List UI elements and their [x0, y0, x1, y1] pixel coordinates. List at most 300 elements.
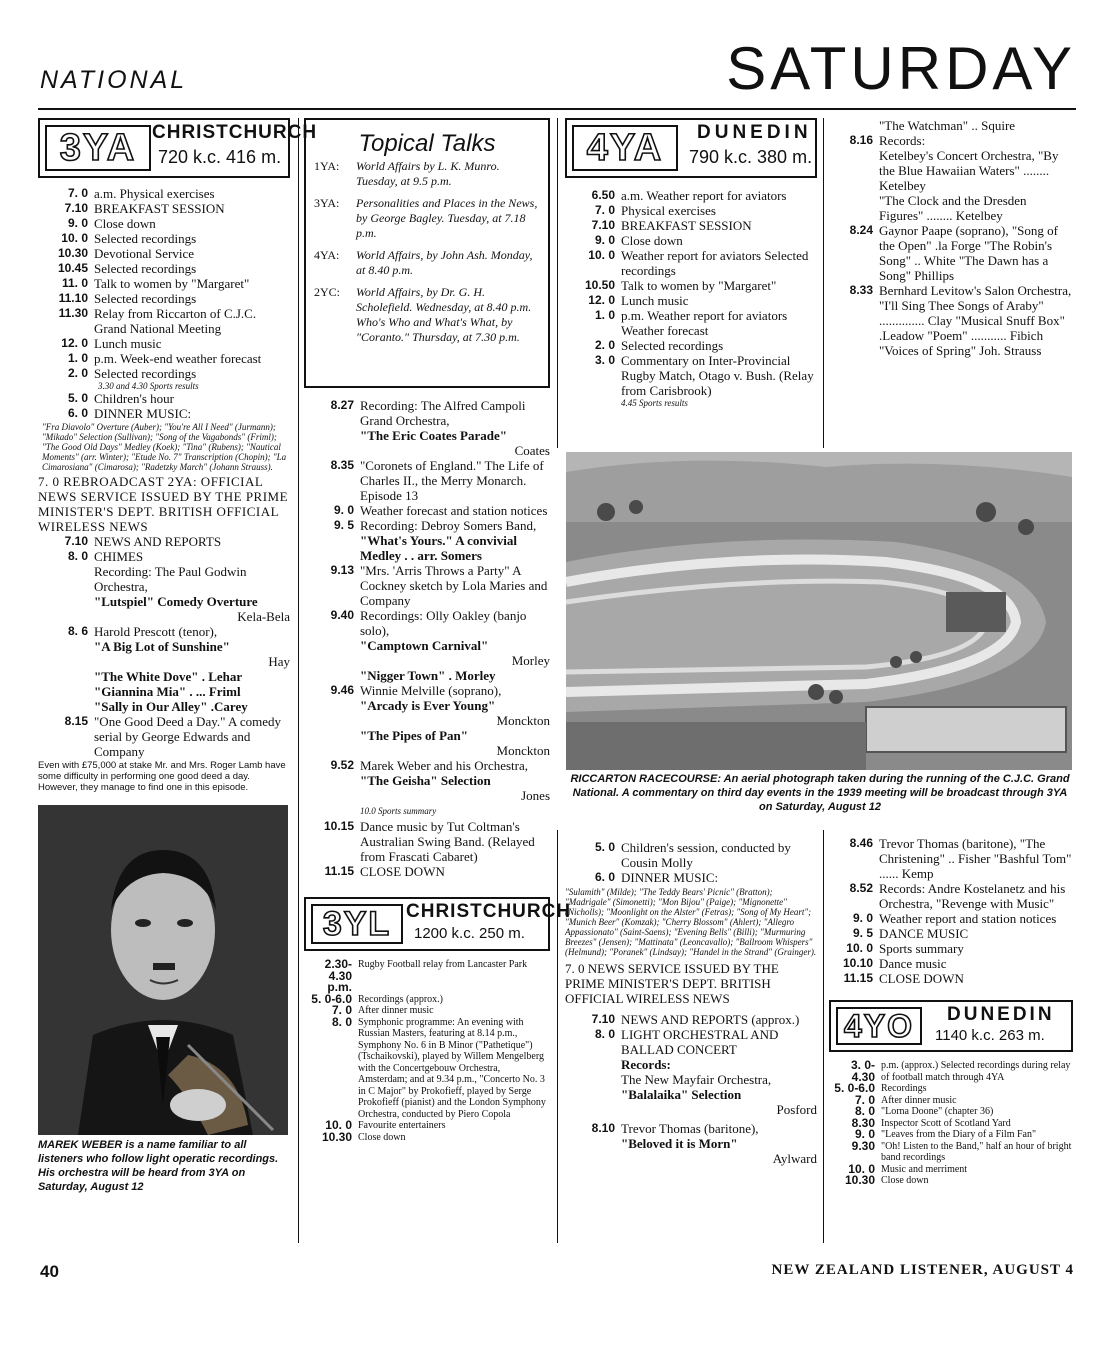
list-item: [565, 840, 817, 870]
racecourse-photo: [566, 452, 1072, 770]
topical-talks-box: [304, 118, 550, 388]
text: LIGHT ORCHESTRAL AND BALLAD CONCERT: [621, 1027, 779, 1057]
list-item: [565, 233, 817, 248]
text: "Mrs. 'Arris Throws a Party" A Cockney sketch by Lola Maries and Company: [360, 563, 548, 608]
text: CHIMES: [94, 549, 144, 564]
text: DINNER MUSIC:: [94, 406, 192, 421]
time: 6. 0: [594, 870, 615, 884]
time: 11.15: [843, 971, 873, 985]
text: Recording: The Alfred Campoli Grand Orchestra,: [360, 398, 526, 428]
topical-list: [314, 159, 540, 345]
text: p.m. (approx.) Selected recordings during relay of football match through 4YA: [881, 1060, 1071, 1083]
text: "The Watchman" .. Squire: [879, 118, 1016, 133]
text: Selected recordings: [94, 366, 197, 381]
list-item: [38, 261, 290, 276]
desc: [94, 291, 290, 306]
time: 5. 0-6.0: [834, 1081, 875, 1095]
news-service: 7. 0 NEWS SERVICE ISSUED BY THE PRIME MINISTER'S DEPT. BRITISH OFFICIAL WIRELESS NEWS: [565, 961, 779, 1006]
text: Aylward: [772, 1151, 817, 1166]
desc: [879, 836, 1073, 881]
desc: [94, 276, 290, 291]
desc: [621, 308, 817, 338]
desc: [621, 203, 817, 218]
note: 3.30 and 4.30 Sports results: [98, 381, 199, 391]
text: "A Big Lot of Sunshine": [94, 639, 230, 654]
desc: [881, 1083, 1073, 1095]
desc: [879, 148, 1073, 193]
text: Selected recordings: [621, 338, 724, 353]
text: Monckton: [496, 743, 550, 758]
text: Weather forecast and station notices: [360, 503, 548, 518]
desc: [621, 218, 817, 233]
list-item: [38, 216, 290, 231]
station-freq: 790 k.c. 380 m.: [689, 147, 813, 167]
desc: [879, 283, 1073, 358]
station-freq: 720 k.c. 416 m.: [158, 147, 282, 167]
text: "The Geisha" Selection: [360, 773, 491, 788]
time: 10.30: [844, 1173, 875, 1187]
text: "Sally in Our Alley" .Carey: [94, 699, 248, 714]
col-2: [304, 118, 572, 1144]
desc: [621, 353, 817, 398]
desc: [94, 534, 290, 549]
list-item: [565, 203, 817, 218]
time: 11. 0: [61, 276, 88, 290]
time: 8. 6: [67, 624, 88, 638]
time: 8. 0: [854, 1104, 875, 1118]
desc: [881, 1175, 1073, 1187]
list-item: [38, 276, 290, 291]
desc: [94, 246, 290, 261]
topical-title: Topical Talks: [358, 130, 496, 157]
text: "Nigger Town" . Morley: [360, 668, 496, 683]
note: 4.45 Sports results: [621, 398, 688, 408]
desc: [621, 188, 817, 203]
desc: [881, 1118, 1073, 1130]
time: 7. 0: [854, 1092, 875, 1107]
text: After dinner music: [358, 1005, 434, 1016]
desc: [360, 758, 550, 803]
text: NEWS AND REPORTS: [94, 534, 222, 549]
time: 7.10: [591, 218, 615, 232]
portrait-photo: [38, 805, 288, 1135]
desc: [94, 231, 290, 246]
list-item: [565, 1121, 817, 1166]
col-4ya: [565, 118, 817, 408]
racecourse-caption: RICCARTON RACECOURSE: An aerial photograph taken during the running of the C.J.C. Grand National. A commentary on third day events in the 1939 meeting will be broadcast through 3YA on Saturday, August 12: [570, 773, 1070, 813]
text: Weather report for aviators Selected recordings: [621, 248, 809, 278]
text: "The Pipes of Pan": [360, 728, 468, 743]
desc: "One Good Deed a Day." A comedy serial by George Edwards and Company: [94, 714, 282, 759]
list-item: [38, 231, 290, 246]
text: "Coronets of England." The Life of Charles II., the Merry Monarch. Episode 13: [360, 458, 544, 503]
time: [829, 193, 879, 223]
time: 3. 0: [594, 353, 615, 367]
time: 7.10: [591, 1012, 615, 1026]
rebroadcast: 7. 0 REBROADCAST 2YA: OFFICIAL NEWS SERVICE ISSUED BY THE PRIME MINISTER'S DEPT. BRITISH OFFICIAL WIRELESS NEWS: [38, 474, 289, 534]
list-item: [38, 306, 290, 336]
portrait-caption: MAREK WEBER is a name familiar to all listeners who follow light operatic recordings. His orchestra will be heard from 3YA on Saturday, August 12: [38, 1139, 279, 1193]
desc: [94, 624, 290, 714]
time: 8.46: [849, 836, 873, 850]
list-item: [38, 291, 290, 306]
list-item: [829, 911, 1073, 926]
desc: [881, 1095, 1073, 1107]
text: NEWS AND REPORTS (approx.): [621, 1012, 800, 1027]
text: Weather report and station notices: [879, 911, 1057, 926]
text: "Leaves from the Diary of a Film Fan": [881, 1129, 1037, 1140]
text: DANCE MUSIC: [879, 926, 969, 941]
station-code: 2YC:: [314, 285, 341, 299]
schedule-col2: [304, 398, 550, 803]
desc: [879, 971, 1073, 986]
station-box-4yo: [829, 1000, 1073, 1052]
list-item: [38, 201, 290, 216]
list-item: [304, 1129, 550, 1144]
desc: [879, 881, 1073, 911]
desc: [621, 248, 817, 278]
time: 10. 0: [61, 231, 88, 245]
text: Morley: [511, 653, 550, 668]
time: 10.15: [323, 819, 354, 833]
column-divider: [823, 118, 824, 448]
text: Records:: [621, 1057, 671, 1072]
desc: [360, 819, 550, 864]
desc: [94, 391, 290, 406]
text: a.m. Weather report for aviators: [621, 188, 787, 203]
time: 10.30: [321, 1129, 352, 1144]
header-rule: [38, 108, 1076, 110]
text: Recordings: Olly Oakley (banjo solo),: [360, 608, 527, 638]
desc: [621, 293, 817, 308]
text: Rugby Football relay from Lancaster Park: [358, 959, 528, 970]
desc: [621, 840, 817, 870]
desc: [360, 563, 550, 608]
list-item: [829, 881, 1073, 911]
time: 9. 0: [67, 216, 88, 230]
text: Coates: [514, 443, 550, 458]
text: Hay: [268, 654, 290, 669]
desc: [94, 549, 290, 564]
text: "Camptown Carnival": [360, 638, 489, 653]
time: 8.10: [591, 1121, 615, 1135]
time: 11.15: [324, 864, 354, 878]
col-4-top: [829, 118, 1073, 358]
desc: [881, 1060, 1073, 1083]
desc: [94, 261, 290, 276]
station-city: CHRISTCHURCH: [406, 901, 572, 922]
list-item: [38, 549, 290, 564]
text: Recordings (approx.): [358, 993, 443, 1005]
list-item: [829, 283, 1073, 358]
list-item: [38, 336, 290, 351]
time: 10.10: [842, 956, 873, 970]
list-item: [304, 398, 550, 458]
text: Posford: [776, 1102, 817, 1117]
list-item: [829, 193, 1073, 223]
callsign-logo: 3YA: [45, 125, 151, 171]
desc: [879, 911, 1073, 926]
list-item: [304, 864, 550, 879]
time: 8.24: [849, 223, 873, 237]
desc: [94, 351, 290, 366]
time: 9.40: [330, 608, 354, 622]
text: After dinner music: [881, 1094, 957, 1106]
time: 3. 0-4.30: [850, 1058, 875, 1084]
col-4-bottom: [829, 836, 1073, 1187]
text: Records:: [879, 133, 926, 148]
time: 7. 0: [331, 1003, 352, 1017]
desc: [358, 1132, 550, 1144]
station-code: 1YA:: [314, 159, 340, 173]
time: 10. 0: [325, 1118, 352, 1132]
list-item: [38, 624, 290, 714]
text: "What's Yours." A convivial Medley . . arr. Somers: [360, 533, 517, 563]
desc: [881, 1106, 1073, 1118]
time: 9. 5: [852, 926, 873, 940]
time: 7.10: [64, 201, 88, 215]
text: Close down: [358, 1131, 406, 1143]
list-item: [38, 714, 290, 759]
station-box-3yl: [304, 897, 572, 951]
desc: [879, 941, 1073, 956]
time: [829, 118, 879, 133]
time: 8.15: [64, 714, 88, 728]
time: 8. 0: [67, 549, 88, 563]
list-item: [829, 1175, 1073, 1187]
desc: [358, 959, 550, 994]
time: 8.16: [849, 133, 873, 147]
desc: [879, 926, 1073, 941]
topical-item: [314, 248, 540, 278]
text: Inspector Scott of Scotland Yard: [881, 1117, 1011, 1129]
desc: [881, 1141, 1073, 1164]
list-item: [304, 819, 550, 864]
desc: [360, 683, 550, 758]
column-divider: [823, 830, 824, 1243]
station-city: DUNEDIN: [947, 1004, 1055, 1025]
time: 5. 0-6.0: [311, 991, 352, 1006]
list-item: [829, 926, 1073, 941]
text: Jones: [521, 788, 550, 803]
list-item: [304, 608, 550, 683]
portrait-image: [38, 805, 288, 1135]
time: 10.45: [57, 261, 88, 275]
desc: [360, 518, 550, 563]
text: p.m. Weather report for aviators Weather forecast: [621, 308, 788, 338]
text: BREAKFAST SESSION: [94, 201, 225, 216]
time: 10. 0: [848, 1161, 875, 1176]
list-item: [304, 518, 550, 563]
talk-desc: World Affairs, by Dr. G. H. Scholefield. Wednesday, at 8.40 p.m. Who's Who and What's What, by "Coranto." Thursday, at 7.30 p.m.: [356, 285, 532, 344]
text: "Arcady is Ever Young": [360, 698, 496, 713]
time: 6. 0: [67, 406, 88, 420]
text: p.m. Week-end weather forecast: [94, 351, 262, 366]
text: "The Clock and the Dresden Figures" ........ Ketelbey: [879, 193, 1027, 223]
list-item: [38, 391, 290, 406]
records-block: [565, 1057, 817, 1117]
col-4ya-evening: [565, 840, 817, 1166]
time: 9. 0: [854, 1127, 875, 1141]
list-item: [565, 188, 817, 203]
station-city: CHRISTCHURCH: [152, 122, 318, 143]
schedule-4ya-eve: [565, 840, 817, 885]
desc: [621, 278, 817, 293]
time: 7.10: [64, 534, 88, 548]
day-title: SATURDAY: [726, 35, 1076, 102]
schedule-3ya: [38, 186, 290, 381]
text: Commentary on Inter-Provincial Rugby Match, Otago v. Bush. (Relay from Carisbrook): [621, 353, 814, 398]
list-item: [565, 218, 817, 233]
schedule-col2b: [304, 819, 550, 879]
text: Lunch music: [621, 293, 689, 308]
desc: [360, 503, 550, 518]
time: 5. 0: [594, 840, 615, 854]
text: "Beloved it is Morn": [621, 1136, 738, 1151]
talk-desc: Personalities and Places in the News, by George Bagley. Tuesday, at 7.18 p.m.: [356, 196, 538, 240]
list-item: [565, 1027, 817, 1057]
desc: [94, 186, 290, 201]
desc: [621, 338, 817, 353]
list-item: [829, 971, 1073, 986]
text: Trevor Thomas (baritone), "The Christening" .. Fisher "Bashful Tom" ...... Kemp: [879, 836, 1072, 881]
list-item: [829, 1060, 1073, 1083]
column-divider: [557, 830, 558, 1243]
time: 1. 0: [594, 308, 615, 322]
desc: [879, 956, 1073, 971]
time: 2.30-4.30 p.m.: [324, 957, 352, 994]
list-item: [565, 308, 817, 338]
schedule-col4: [829, 118, 1073, 358]
racecourse-image: [566, 452, 1072, 770]
text: Devotional Service: [94, 246, 194, 261]
station-freq: 1200 k.c. 250 m.: [414, 925, 525, 942]
list-item: [829, 836, 1073, 881]
time: 9. 0: [333, 503, 354, 517]
time: 8.30: [851, 1115, 875, 1130]
list-item: [304, 503, 550, 518]
station-code: 3YA:: [314, 196, 340, 210]
text: CLOSE DOWN: [879, 971, 964, 986]
callsign-logo: 4YO: [836, 1007, 922, 1045]
time: 8.52: [849, 881, 873, 895]
text: The New Mayfair Orchestra,: [621, 1072, 772, 1087]
desc: [621, 1121, 817, 1166]
text: "Oh! Listen to the Band," half an hour of bright band recordings: [881, 1140, 1072, 1163]
time: 9. 0: [852, 911, 873, 925]
list-item: [304, 563, 550, 608]
text: Winnie Melville (soprano),: [360, 683, 502, 698]
text: CLOSE DOWN: [360, 864, 445, 879]
note: 10.0 Sports summary: [360, 806, 437, 816]
text: Talk to women by "Margaret": [94, 276, 250, 291]
desc: [621, 233, 817, 248]
text: Marek Weber and his Orchestra,: [360, 758, 529, 773]
time: 12. 0: [588, 293, 615, 307]
time: 10. 0: [588, 248, 615, 262]
desc: [94, 216, 290, 231]
desc: [621, 1027, 817, 1057]
time: 6.50: [591, 188, 615, 202]
time: 2. 0: [594, 338, 615, 352]
text: Symphonic programme: An evening with Russian Masters, featuring at 8.14 p.m., Symphony No. 6 in B Minor ("Pathetique") (Tschaikovski), played by Willem Mengelberg with the Concertgebouw Orchestra, Amsterdam; and at 9.34 p.m., "Concerto No. 3 in C Major" by Prokofieff, played by Serge Prokofieff (pianist) and the London Symphony Orchestra, conducted by Piero Copola: [358, 1016, 546, 1120]
list-item: [829, 148, 1073, 193]
talk-desc: World Affairs, by John Ash. Monday, at 8.40 p.m.: [356, 248, 533, 277]
text: Records: Andre Kostelanetz and his Orchestra, "Revenge with Music": [879, 881, 1066, 911]
desc: [358, 1017, 550, 1121]
time: 9. 0: [594, 233, 615, 247]
time: 9.52: [330, 758, 354, 772]
time: 11.30: [58, 306, 88, 320]
text: "The Eric Coates Parade": [360, 428, 507, 443]
desc: [879, 193, 1073, 223]
time: 10.50: [584, 278, 615, 292]
text: Gaynor Paape (soprano), "Song of the Open" .la Forge "The Robin's Song" .. White "The Dawn has a Song" Phillips: [879, 223, 1058, 283]
list-item: [565, 1012, 817, 1027]
list-item: [38, 351, 290, 366]
text: Recording: Debroy Somers Band,: [360, 518, 537, 533]
callsign-logo: 3YL: [311, 904, 403, 944]
callsign-logo: 4YA: [572, 125, 678, 171]
text: Relay from Riccarton of C.J.C. Grand National Meeting: [94, 306, 257, 336]
topical-item: [314, 285, 540, 345]
station-city: DUNEDIN: [697, 122, 812, 143]
desc: [879, 133, 1073, 148]
list-item: [38, 366, 290, 381]
time: 7. 0: [67, 186, 88, 200]
list-item: [565, 338, 817, 353]
godwin-block: [38, 564, 290, 624]
schedule-3ya-3: [38, 534, 290, 564]
time: 9. 5: [333, 518, 354, 532]
list-item: [565, 293, 817, 308]
schedule-4ya: [565, 188, 817, 398]
text: BREAKFAST SESSION: [621, 218, 752, 233]
desc: [881, 1164, 1073, 1176]
text: Close down: [621, 233, 683, 248]
text: Dance music: [879, 956, 947, 971]
text: Sports summary: [879, 941, 964, 956]
text: Recording: The Paul Godwin Orchestra,: [94, 564, 247, 594]
text: Harold Prescott (tenor),: [94, 624, 218, 639]
deed-note: Even with £75,000 at stake Mr. and Mrs. Roger Lamb have some difficulty in performing one good deed a day. However, they manage to find one in this episode.: [38, 760, 286, 793]
list-item: [304, 458, 550, 503]
time: 8.27: [330, 398, 354, 412]
desc: [621, 870, 817, 885]
time: 9.30: [851, 1138, 875, 1153]
schedule-col4b: [829, 836, 1073, 986]
desc: [881, 1129, 1073, 1141]
desc: [358, 1005, 550, 1017]
text: Lunch music: [94, 336, 162, 351]
list-item: [304, 1014, 550, 1121]
text: Selected recordings: [94, 291, 197, 306]
text: Children's hour: [94, 391, 174, 406]
text: Physical exercises: [621, 203, 716, 218]
desc: [360, 458, 550, 503]
time: 8. 0: [331, 1014, 352, 1029]
text: Selected recordings: [94, 231, 197, 246]
list-item: [829, 118, 1073, 133]
time: [829, 148, 879, 193]
list-item: [565, 870, 817, 885]
list-item: [38, 534, 290, 549]
time: 8.33: [849, 283, 873, 297]
text: Kela-Bela: [237, 609, 290, 624]
page-number: 40: [40, 1262, 59, 1281]
publication-line: NEW ZEALAND LISTENER, AUGUST 4: [771, 1262, 1074, 1278]
schedule-3yl: [304, 959, 550, 1143]
